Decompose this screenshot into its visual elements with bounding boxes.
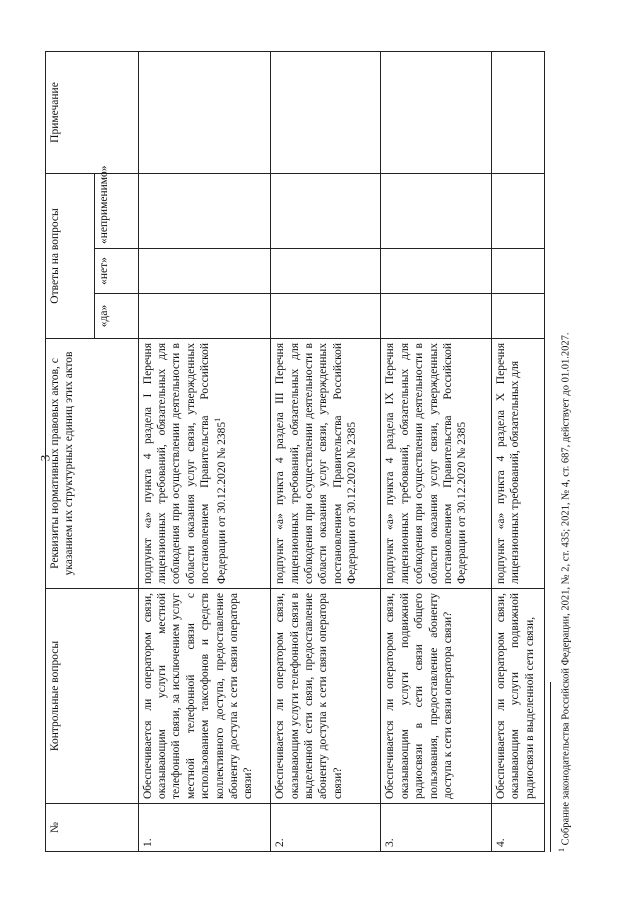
row-requisite bbox=[138, 339, 270, 589]
note-cell[interactable] bbox=[491, 52, 544, 174]
answer-na-cell[interactable] bbox=[271, 174, 381, 249]
row-requisite-text: подпункт «а» пункта 4 раздела I Перечня лицензионных требований, обязательных для соблюдения при осуществлении деятельности в области оказания услуг связи, утвержденных постановлением Правительства Российской Федерации от 30.12.2020 № 2385 bbox=[141, 343, 228, 584]
note-cell[interactable] bbox=[381, 52, 491, 174]
header-yes: «да» bbox=[94, 294, 138, 339]
note-cell[interactable] bbox=[271, 52, 381, 174]
answer-no-cell[interactable] bbox=[138, 249, 270, 294]
table-row bbox=[381, 52, 491, 852]
footnote-mark: 1 bbox=[557, 848, 566, 852]
row-requisite: подпункт «а» пункта 4 раздела III Перечня лицензионных требований, обязательных для соблюдения при осуществлении деятельности в области оказания услуг связи, утвержденных постановлением Правительства Российской Федерации от 30.12.2020 № 2385 bbox=[271, 339, 381, 589]
header-na: «неприменимо» bbox=[94, 174, 138, 249]
header-requisites: Реквизиты нормативных правовых актов, с указанием их структурных единиц этих актов bbox=[46, 339, 139, 589]
answer-no-cell[interactable] bbox=[491, 249, 544, 294]
note-cell[interactable] bbox=[138, 52, 270, 174]
row-num: 3. bbox=[381, 804, 491, 852]
row-question: Обеспечивается ли оператором связи, оказывающим услуги подвижной радиосвязи в выделенной сети связи, bbox=[491, 589, 544, 804]
answer-yes-cell[interactable] bbox=[271, 294, 381, 339]
header-row bbox=[46, 52, 95, 852]
row-question: Обеспечивается ли оператором связи, оказывающим услуги телефонной связи в выделенной сети связи, предоставление абоненту доступа к сети связи оператора связи? bbox=[271, 589, 381, 804]
footnote-text: Собрание законодательства Российской Федерации, 2021, № 2, ст. 435; 2021, № 4, ст. 687, действует до 01.01.2027. bbox=[560, 332, 572, 846]
page-number: 3 bbox=[37, 454, 53, 462]
row-num: 1. bbox=[138, 804, 270, 852]
document-sheet bbox=[45, 52, 595, 852]
footnote-ref: 1 bbox=[212, 417, 222, 422]
row-question: Обеспечивается ли оператором связи, оказывающим услуги подвижной радиосвязи в сети связи общего пользования, предоставление абоненту доступа к сети связи оператора связи? bbox=[381, 589, 491, 804]
footnote-divider bbox=[550, 682, 551, 852]
row-requisite: подпункт «а» пункта 4 раздела X Перечня лицензионных требований, обязательных для bbox=[491, 339, 544, 589]
answer-no-cell[interactable] bbox=[381, 249, 491, 294]
row-requisite: подпункт «а» пункта 4 раздела IX Перечня лицензионных требований, обязательных для соблюдения при осуществлении деятельности в области оказания услуг связи, утвержденных постановлением Правительства Российской Федерации от 30.12.2020 № 2385 bbox=[381, 339, 491, 589]
answer-yes-cell[interactable] bbox=[381, 294, 491, 339]
header-note: Примечание bbox=[46, 52, 139, 174]
row-question: Обеспечивается ли оператором связи, оказывающим услуги местной телефонной связи, за исключением услуг местной телефонной связи с использованием таксофонов и средств коллективного доступа, предоставление абоненту доступа к сети связи оператора связи? bbox=[138, 589, 270, 804]
table-row bbox=[271, 52, 381, 852]
row-num: 2. bbox=[271, 804, 381, 852]
checklist-table bbox=[45, 51, 545, 852]
header-questions: Контрольные вопросы bbox=[46, 589, 139, 804]
header-answers: Ответы на вопросы bbox=[46, 174, 95, 339]
answer-na-cell[interactable] bbox=[138, 174, 270, 249]
answer-na-cell[interactable] bbox=[491, 174, 544, 249]
row-num: 4. bbox=[491, 804, 544, 852]
answer-na-cell[interactable] bbox=[381, 174, 491, 249]
header-no: «нет» bbox=[94, 249, 138, 294]
table-row bbox=[138, 52, 270, 852]
footnote bbox=[557, 52, 572, 852]
answer-yes-cell[interactable] bbox=[138, 294, 270, 339]
table-row bbox=[491, 52, 544, 852]
header-num: № bbox=[46, 804, 139, 852]
answer-no-cell[interactable] bbox=[271, 249, 381, 294]
answer-yes-cell[interactable] bbox=[491, 294, 544, 339]
